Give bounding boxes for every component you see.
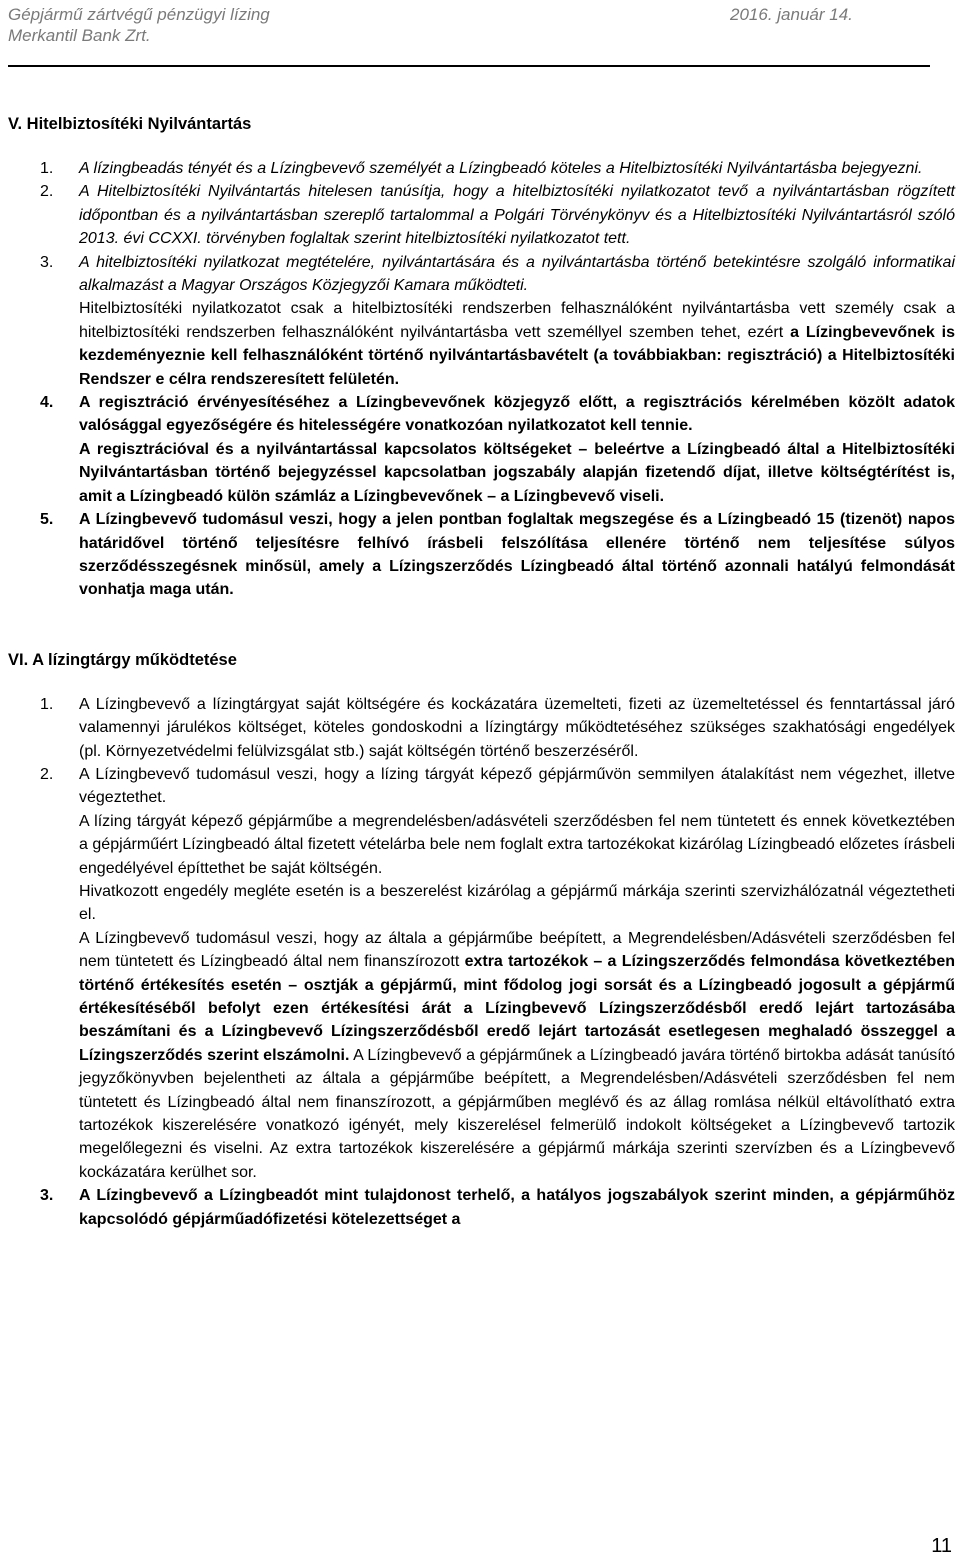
item-text: A Lízingbevevő a Lízingbeadót mint tulajdonost terhelő, a hatályos jogszabályok szerint minden, a gépjárműhöz kapcsolódó gépjárműadófizetési kötelezettséget a	[79, 1187, 955, 1228]
document-body	[8, 112, 955, 1231]
list-item	[8, 251, 955, 391]
list-item	[8, 1184, 955, 1231]
list-item	[8, 693, 955, 763]
item-text: A Hitelbiztosítéki Nyilvántartás hitelesen tanúsítja, hogy a hitelbiztosítéki nyilatkozatot tevő a nyilvántartásban rögzített időpontban és a nyilvántartásban szereplő tartalommal a Polgári Törvénykönyv és a Hitelbiztosítéki Nyilvántartásról szóló 2013. évi CCXXI. törvényben foglaltak szerint hitelbiztosítéki nyilatkozatot tett.	[79, 183, 955, 248]
item-text: A Lízingbevevő tudomásul veszi, hogy a jelen pontban foglaltak megszegése és a Lízingbeadó 15 (tizenöt) napos határidővel történő teljesítésre felhívó írásbeli felszólítása ellenére történő nem teljesítése súlyos szerződésszegésnek minősül, amely a Lízingszerződés Lízingbeadó által történő azonnali hatályú felmondását vonhatja maga után.	[79, 511, 955, 599]
item-text: A Lízingbevevő a lízingtárgyat saját költségére és kockázatára üzemelteti, fizeti az üzemeltetéssel és fenntartással járó valamennyi járulékos költséget, köteles gondoskodni a lízingtárgy működtetéséhez szükséges szakhatósági engedélyek (pl. Környezetvédelmi felülvizsgálat stb.) saját költségén történő beszerzéséről.	[79, 695, 955, 760]
item-paragraph: A Lízingbevevő a gépjárműnek a Lízingbeadó javára történő birtokba adását tanúsító jegyzőkönyvben bejelentheti az általa a gépjárműbe beépített, a Megrendelésben/Adásvételi szerződésben fel nem tüntetett és Lízingbeadó által nem finanszírozott, a gépjárműben meglévő és az állag romlása nélkül eltávolítható extra tartozékok kiszerelésére vonatkozó igényét, mely kiszerelésel felmerülő indokolt költségeket a Lízingbevevő tartozik megelőlegezni és viselni. Az extra tartozékok kiszerelésére a gépjármű márkája szerinti szervízben és a Lízingbevevő kockázatára kerülhet sor.	[79, 1046, 956, 1181]
item-number: 4.	[40, 394, 54, 412]
list-item	[8, 157, 955, 180]
item-number: 1.	[40, 160, 54, 177]
item-text: A hitelbiztosítéki nyilatkozat megtételére, nyilvántartására és a nyilvántartásba történő betekintésre szolgáló informatikai alkalmazást a Magyar Országos Közjegyzői Kamara működteti.	[79, 253, 955, 295]
list-item	[8, 180, 955, 250]
header-doc-title: Gépjármű zártvégű pénzügyi lízing	[8, 5, 270, 24]
section-v-list	[8, 157, 955, 602]
section-title-v: V. Hitelbiztosítéki Nyilvántartás	[8, 115, 252, 133]
item-number: 3.	[40, 253, 54, 271]
item-text-bold: a Lízingbevevőnek is kezdeményeznie kell felhasználóként történő nyilvántartásbavételt (a továbbiakban: regisztráció) a Hitelbiztosítéki Rendszer e célra rendszeresített felületén.	[79, 323, 955, 388]
item-paragraph: A lízing tárgyát képező gépjárműbe a megrendelésben/adásvételi szerződésben fel nem tüntetett és ennek következtében a gépjárműért Lízingbeadó által fizetett vételárba bele nem foglalt extra tartozékokat kizárólag Lízingbeadó előzetes írásbeli engedélyével építtethet be saját költségén.	[79, 812, 955, 877]
item-number: 3.	[40, 1187, 54, 1205]
item-number: 2.	[40, 183, 54, 201]
item-number: 2.	[40, 765, 54, 783]
item-text: A regisztráció érvényesítéséhez a Lízingbevevőnek közjegyző előtt, a regisztrációs kérelmében közölt adatok valósággal egyezőségére és hitelességére vonatkozóan nyilatkozatot kell tennie.	[79, 394, 955, 435]
item-text: Hitelbiztosítéki nyilatkozatot csak a hitelbiztosítéki rendszerben felhasználóként nyilvántartásba vett személy csak a hitelbiztosítéki rendszerben felhasználóként nyilvántartásba vett személlyel szemben tehet, ezért	[79, 300, 955, 341]
item-text: A lízingbeadás tényét és a Lízingbevevő személyét a Lízingbeadó köteles a Hitelbiztosítéki Nyilvántartásba bejegyezni.	[79, 160, 923, 177]
item-number: 1.	[40, 695, 54, 713]
header-company: Merkantil Bank Zrt.	[8, 26, 151, 45]
header-date: 2016. január 14.	[730, 5, 853, 24]
list-item	[8, 508, 955, 602]
page-number: 11	[931, 1535, 952, 1557]
item-paragraph-bold: extra tartozékok – a Lízingszerződés felmondása következtében történő értékesítés esetén – osztják a gépjármű, mint fődolog jogi sorsát és a Lízingbeadó jogosult a gépjármű értékesítéséből befolyt ezen értékesítési árát a Lízingbevevő Lízingszerződésből eredő lejárt tartozásába beszámítani és a Lízingbevevő Lízingszerződésből eredő lejárt tartozását esetlegesen meghaladó összeggel a Lízingszerződés szerint elszámolni.	[79, 953, 956, 1064]
item-number: 5.	[40, 511, 54, 529]
list-item	[8, 391, 955, 508]
page-header	[8, 4, 930, 46]
list-item	[8, 763, 955, 1184]
section-vi-list	[8, 693, 955, 1231]
header-divider	[8, 65, 930, 67]
item-paragraph: A Lízingbevevő tudomásul veszi, hogy az általa a gépjárműbe beépített, a Megrendelésben/Adásvételi szerződésben fel nem tüntetett és Lízingbeadó által nem finanszírozott	[79, 929, 955, 971]
item-text: A regisztrációval és a nyilvántartással kapcsolatos költségeket – beleértve a Lízingbeadó által a Hitelbiztosítéki Nyilvántartásban történő bejegyzéssel kapcsolatban jogszabály alapján fizetendő díjat, illetve költségtérítést is, amit a Lízingbeadó külön számláz a Lízingbevevőnek – a Lízingbevevő viseli.	[79, 440, 955, 505]
item-paragraph: Hivatkozott engedély megléte esetén is a beszerelést kizárólag a gépjármű márkája szerinti szervizhálózatnál végeztetheti el.	[79, 882, 955, 924]
section-title-vi: VI. A lízingtárgy működtetése	[8, 650, 237, 669]
item-paragraph: A Lízingbevevő tudomásul veszi, hogy a lízing tárgyát képező gépjárművön semmilyen átalakítást nem végezhet, illetve végeztethet.	[79, 765, 955, 807]
